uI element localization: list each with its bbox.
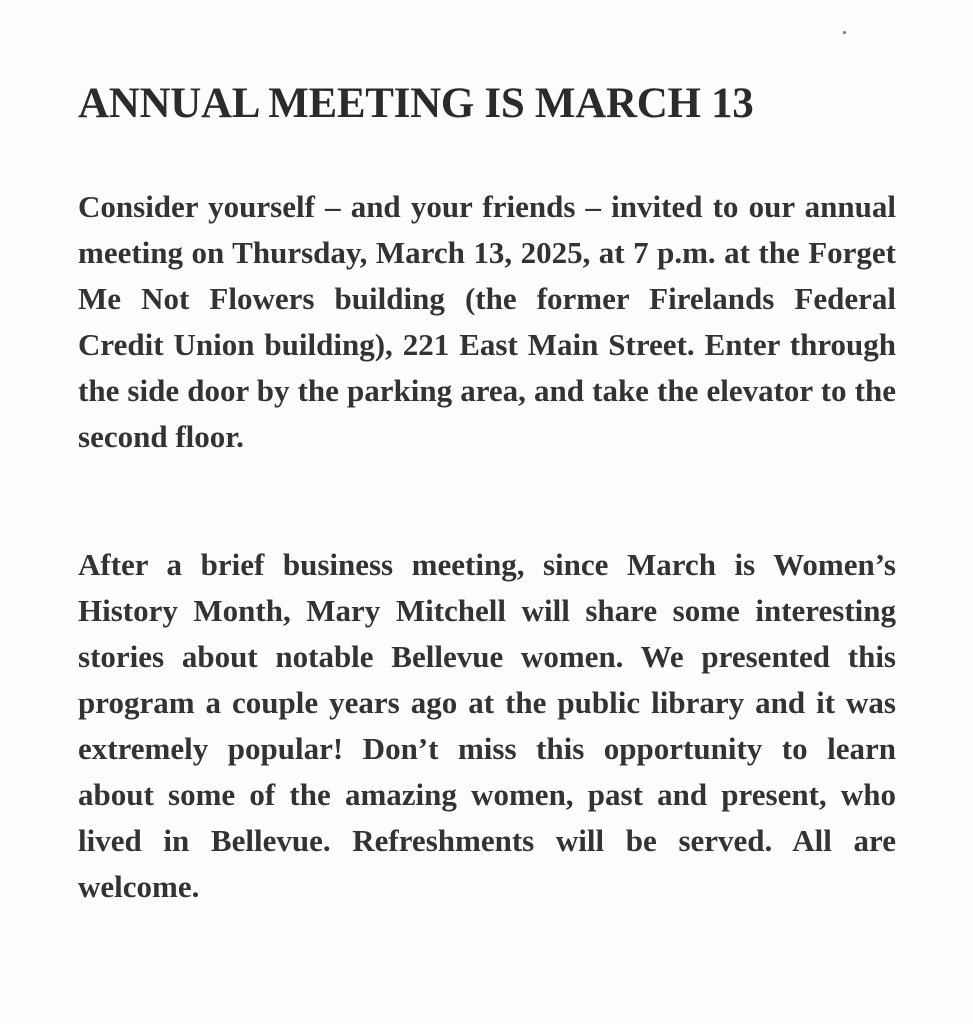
page-title: ANNUAL MEETING IS MARCH 13 [78, 80, 754, 127]
paragraph-program-description: After a brief business meeting, since March is Women’s History Month, Mary Mitchell will share some interesting stories about notable Bellevue women. We presented this program a couple years ago at the public library and it was extremely popular! Don’t miss this opportunity to learn about some of the amazing women, past and present, who lived in Bellevue. Refreshments will be served. All are welcome. [78, 547, 896, 904]
paragraph-meeting-details: Consider yourself – and your friends – invited to our annual meeting on Thursday, March 13, 2025, at 7 p.m. at the Forget Me Not Flowers building (the former Firelands Federal Credit Union building), 221 East Main Street. Enter through the side door by the parking area, and take the elevator to the second floor. [78, 189, 896, 454]
scan-speck [843, 31, 846, 34]
